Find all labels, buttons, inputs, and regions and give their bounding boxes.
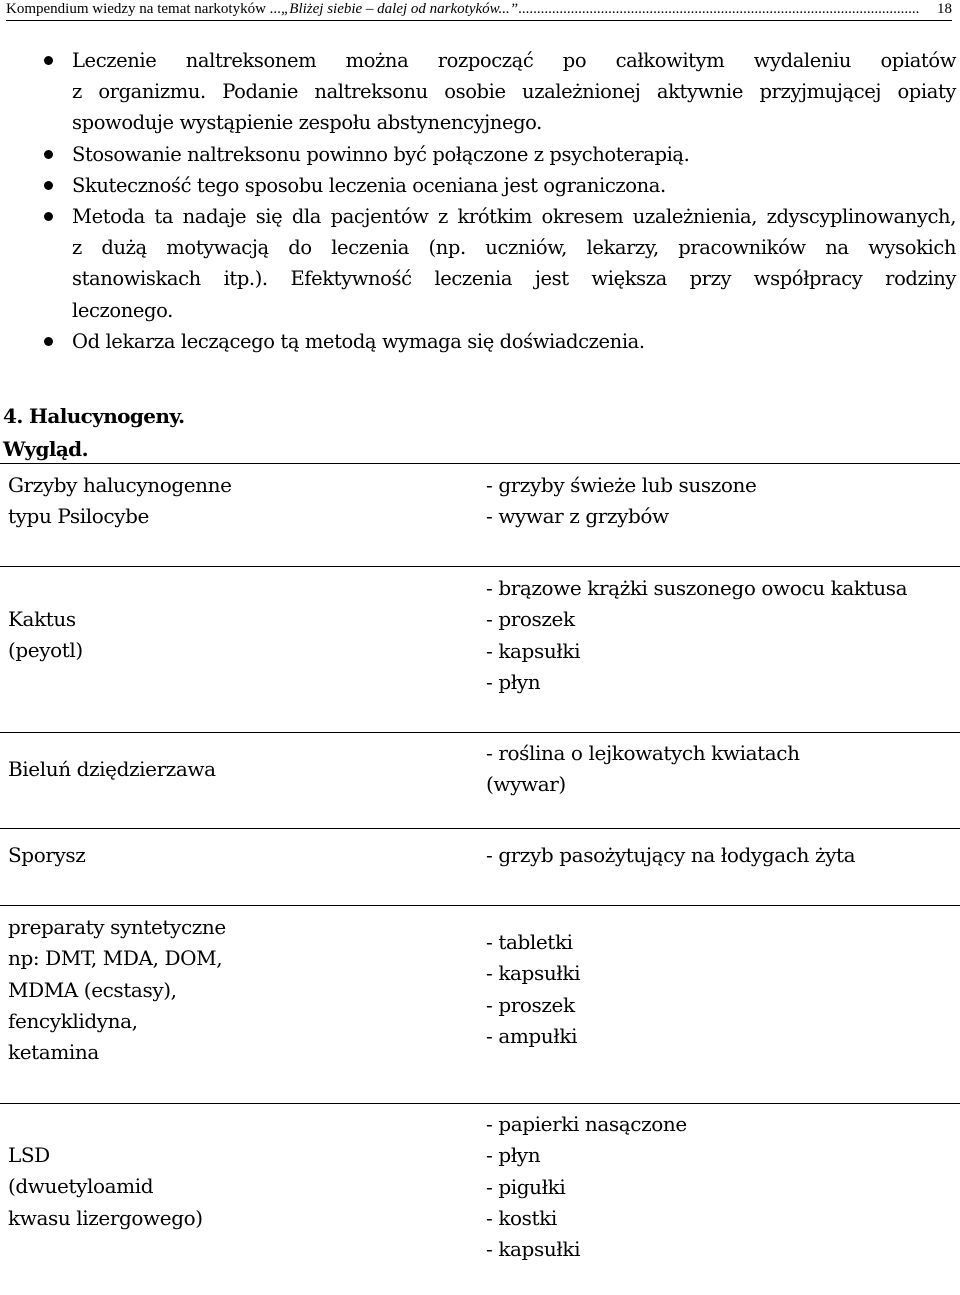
cell-line: (dwuetyloamid [8,1174,154,1199]
bullet-dot-icon [44,212,53,221]
list-item-line: z dużą motywacją do leczenia (np. uczniów, lekarzy, pracowników na wysokich [72,236,956,260]
list-item [0,326,956,357]
cell-line: - kapsułki [486,638,581,663]
substance-name-cell [8,754,428,785]
cell-line: MDMA (ecstasy), [8,977,177,1002]
cell-line: kwasu lizergowego) [8,1205,203,1230]
cell-line: - kostki [486,1205,557,1230]
cell-line: (peyotl) [8,638,83,663]
bullet-dot-icon [44,150,53,159]
substance-forms-cell [486,927,956,1052]
list-item-line: Skuteczność tego sposobu leczenia oceniana jest ograniczona. [72,173,666,197]
cell-line: preparaty syntetyczne [8,915,226,939]
header-publication-title: „Bliżej siebie – dalej od narkotyków...” [280,1,519,17]
hallucinogens-table [0,463,960,1282]
cell-line: - ampułki [486,1023,578,1048]
bullet-dot-icon [44,337,53,346]
cell-line: - kapsułki [486,961,581,986]
cell-line: LSD [8,1143,50,1167]
running-header [6,0,952,21]
cell-line: - grzyb pasożytujący na łodygach żyta [486,843,856,867]
table-row [0,1104,960,1282]
table-row [0,829,960,906]
cell-line: Sporysz [8,843,86,867]
substance-name-cell [8,1140,428,1234]
list-item-line: leczonego. [72,298,173,322]
substance-forms-cell [486,573,956,698]
list-item [0,139,956,170]
cell-line: - proszek [486,992,575,1017]
cell-line: (wywar) [486,772,566,797]
header-prefix: Kompendium wiedzy na temat narkotyków ... [6,1,281,17]
list-item-line: Leczenie naltreksonem można rozpocząć po całkowitym wydaleniu opiatów [72,49,956,72]
bullet-dot-icon [44,181,53,190]
substance-name-cell [8,470,428,533]
substance-forms-cell [486,470,956,533]
header-leader-dots: ........................................................................................................... [518,1,920,17]
cell-line: - tabletki [486,930,573,954]
substance-name-cell [8,912,428,1068]
table-row [0,733,960,829]
section-subheading: Wygląd. [3,437,88,461]
substance-name-cell [8,840,428,871]
list-item [0,170,956,201]
cell-line: - brązowe krążki suszonego owocu kaktusa [486,576,908,600]
table-row [0,464,960,567]
cell-line: np: DMT, MDA, DOM, [8,946,223,971]
list-item-line: Metoda ta nadaje się dla pacjentów z krótkim okresem uzależnienia, zdyscyplinowanych, [72,205,956,229]
list-item-line: z organizmu. Podanie naltreksonu osobie uzależnionej aktywnie przyjmującej opiaty [72,80,956,104]
cell-line: - papierki nasączone [486,1112,687,1136]
list-item-line: Od lekarza leczącego tą metodą wymaga się doświadczenia. [72,329,645,353]
cell-line: typu Psilocybe [8,504,149,529]
cell-line: - płyn [486,669,541,694]
table-row [0,906,960,1104]
cell-line: ketamina [8,1040,99,1065]
list-item [0,45,956,139]
list-item-line: spowoduje wystąpienie zespołu abstynencyjnego. [72,111,542,135]
substance-forms-cell [486,840,956,871]
cell-line: Grzyby halucynogenne [8,473,232,497]
cell-line: - płyn [486,1143,541,1168]
substance-forms-cell [486,1109,956,1265]
cell-line: fencyklidyna, [8,1008,138,1033]
cell-line: - pigułki [486,1174,566,1199]
section-heading: 4. Halucynogeny. [3,404,185,428]
substance-name-cell [8,604,428,667]
table-row [0,567,960,733]
bullet-dot-icon [44,56,53,65]
bullet-list [0,45,960,357]
substance-forms-cell [486,738,956,801]
cell-line: - kapsułki [486,1237,581,1262]
cell-line: - proszek [486,607,575,632]
cell-line: - wywar z grzybów [486,504,669,529]
list-item-line: Stosowanie naltreksonu powinno być połączone z psychoterapią. [72,142,690,166]
cell-line: - grzyby świeże lub suszone [486,473,757,497]
list-item [0,201,956,326]
page-number: 18 [937,1,952,17]
list-item-line: stanowiskach itp.). Efektywność leczenia jest większa przy współpracy rodziny [72,267,956,291]
cell-line: Kaktus [8,607,76,631]
cell-line: - roślina o lejkowatych kwiatach [486,741,800,765]
cell-line: Bieluń dziędzierzawa [8,757,216,781]
